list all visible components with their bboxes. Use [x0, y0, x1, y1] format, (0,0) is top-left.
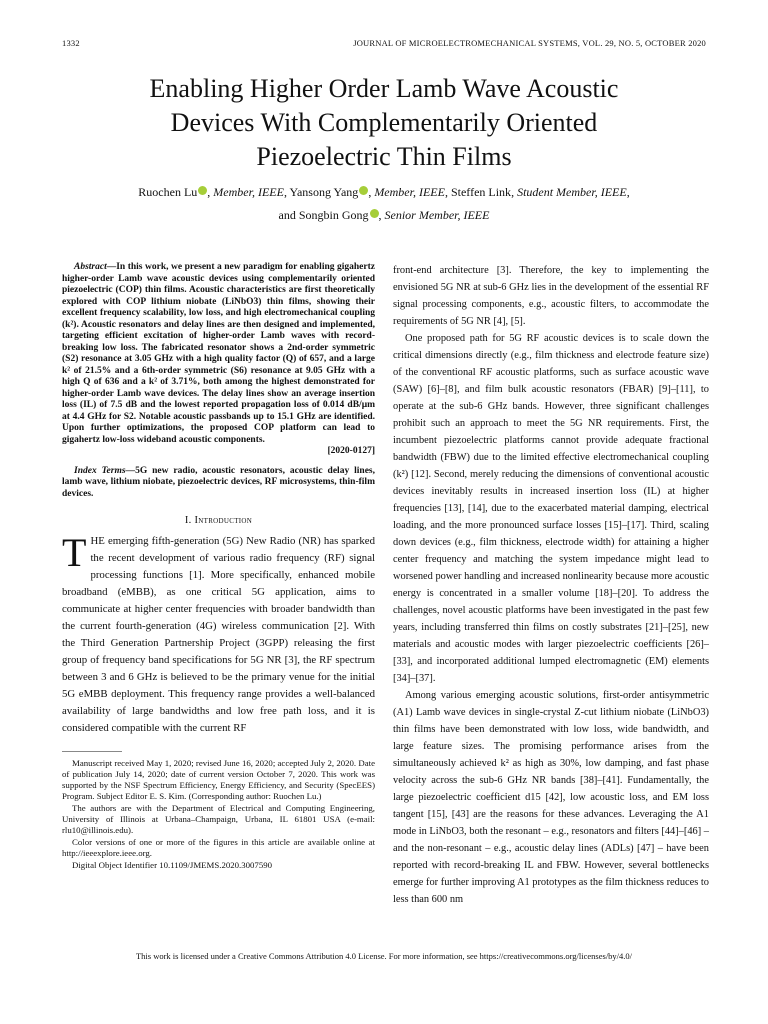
author-role: Senior Member, IEEE [384, 208, 490, 222]
body-paragraph: One proposed path for 5G RF acoustic devices is to scale down the critical dimensions directly (e.g., film thickness and electrode feature size) of the conventional RF acoustic platforms, such as surface acoustic wave (SAW) [6]–[8], and film bulk acoustic resonators (FBAR) [9]–[11], to operate at the sub-6 GHz bands. However, three significant challenges prohibit such an approach to meet the 5G NR requirements. First, the incumbent piezoelectric platforms cannot provide adequate fractional bandwidth (FBW) due to the limited effective electromechanical coupling (k²) [12]. Second, merely reducing the dimensions of conventional acoustic devices inevitably results in increased insertion loss (IL) at higher frequencies [13], [14], due to the exacerbated material damping, electrical loading, and the more pronounced surface losses [15]–[17]. Third, scaling down devices (e.g., film thickness, electrode width) for attaining a higher center frequency and matching the system impedance might lead to worsened power handling and increased nonlinearity because more acoustic energy is concentrated in a smaller volume [18]–[20]. To address the challenges, novel acoustic platforms have been investigated in the past few years, including transferred thin films on costly substrates [21]–[25], new materials and acoustic modes with larger piezoelectric coefficients [26]–[33], and incorporated additional lumped electromagnetic (EM) elements [34]–[37]. [393, 333, 709, 684]
index-terms [62, 466, 375, 501]
author-name: Steffen Link [450, 185, 512, 199]
page-number: 1332 [62, 38, 80, 48]
author-role: Member, IEEE [374, 185, 445, 199]
author-role: Student Member, IEEE [517, 185, 627, 199]
index-terms-body: 5G new radio, acoustic resonators, acoustic delay lines, lamb wave, lithium niobate, piezoelectric devices, RF microsystems, thin-film devices. [62, 465, 375, 499]
footnote-divider [62, 751, 122, 752]
paper-title [62, 72, 706, 174]
abstract-lead: Abstract— [74, 262, 117, 272]
title-line-1: Enabling Higher Order Lamb Wave Acoustic [149, 74, 619, 103]
license-notice: This work is licensed under a Creative Commons Attribution 4.0 License. For more information, see https://creativecommons.org/licenses/by/4.0/ [135, 951, 633, 961]
right-column [393, 262, 709, 908]
abstract-body: In this work, we present a new paradigm for enabling gigahertz higher-order Lamb wave acoustic devices using complementarily oriented piezoelectric (COP) thin films. Acoustic characteristics are first theoretically explored with COP lithium niobate (LiNbO3) thin films, showing their excellent frequency scalability, low loss, and high electromechanical coupling (k²). Acoustic resonators and delay lines are then designed and implemented, targeting efficient excitation of higher-order Lamb waves with record-breaking low loss. The fabricated resonator shows a 2nd-order symmetric (S2) resonance at 3.05 GHz with a high quality factor (Q) of 657, and a large k² of 21.5% and a 6th-order symmetric (S6) resonance at 9.05 GHz with a high Q of 636 and a k² of 3.71%, both among the highest demonstrated for higher-order Lamb wave devices. The delay lines show an average insertion loss (IL) of 7.5 dB and the lowest reported propagation loss of 0.014 dB/μm at 4.4 GHz for S2. Notable acoustic passbands up to 15.1 GHz are identified. Upon further optimizations, the proposed COP platform can lead to gigahertz low-loss wideband acoustic components. [62, 262, 375, 445]
body-paragraph: front-end architecture [3]. Therefore, the key to implementing the envisioned 5G NR at sub-6 GHz lies in the development of the essential RF signal processing components, e.g., acoustic filters, to accommodate the requirements of 5G NR [4], [5]. [393, 265, 709, 327]
orcid-icon[interactable] [370, 209, 379, 218]
index-terms-lead: Index Terms— [74, 465, 136, 476]
body-paragraph: Among various emerging acoustic solutions, first-order antisymmetric (A1) Lamb wave devices in single-crystal Z-cut lithium niobate (LiNbO3) thin films have been demonstrated with low loss, wide bandwidth, and large feature sizes. The promising performance arises from the simultaneously achieved k² as high as 30%, low damping, and fast phase velocity across the sub-6 GHz NR bands [38]–[41]. Fundamentally, the large piezoelectric coefficient d15 [42], low acoustic loss, and EM loss tangent [15], [43] are the reasons for these advances. Leveraging the A1 mode in LiNbO3, both the resonant – e.g., resonators and filters [44]–[46] – and the non-resonant – e.g., acoustic delay lines (ADLs) [47] – have been reported with record-breaking IL and FBW. However, several bottlenecks emerge for further improving A1 prototypes as the film thickness reduces to less than 600 nm [393, 690, 709, 905]
author-name: and Songbin Gong [278, 208, 369, 222]
title-line-3: Piezoelectric Thin Films [256, 142, 512, 171]
drop-cap: T [62, 530, 87, 576]
footnote-doi: Digital Object Identifier 10.1109/JMEMS.2020.3007590 [72, 860, 273, 871]
author-list: Ruochen Lu , Member, IEEE, Yansong Yang , Member, IEEE, Steffen Link, Student Member, IEEE, and Songbin Gong , Senior Member, IEEE [138, 185, 630, 222]
running-header [62, 38, 706, 52]
footnote-color: Color versions of one or more of the figures in this article are available online at http://ieeexplore.ieee.org. [62, 837, 375, 859]
title-line-2: Devices With Complementarily Oriented [170, 108, 598, 137]
intro-text: HE emerging fifth-generation (5G) New Radio (NR) has sparked the recent development of various radio frequency (RF) signal processing functions [1]. More specifically, enhanced mobile broadband (eMBB), as one critical 5G application, aims to communicate at higher center frequencies with broader bandwidth than the current fourth-generation (4G) wireless communication [2]. With the Third Generation Partnership Project (3GPP) releasing the first group of frequency band specifications for 5G NR [3], the RF spectrum between 3 and 6 GHz is believed to be the primary venue for the initial 5G eMBB deployment. This frequency range provides a well-balanced availability of large bandwidths and low free path loss, and it is considered compatible with the current RF [62, 535, 375, 735]
orcid-icon[interactable] [198, 186, 207, 195]
author-name: Ruochen Lu [138, 185, 198, 199]
orcid-icon[interactable] [359, 186, 368, 195]
footnote-manuscript: Manuscript received May 1, 2020; revised June 16, 2020; accepted July 2, 2020. Date of publication July 14, 2020; date of current version October 7, 2020. This work was supported by the NSF Spectrum Efficiency, Energy Efficiency, and Security (SpecEES) Program. Subject Editor E. S. Kim. (Corresponding author: Ruochen Lu.) [62, 758, 375, 802]
left-column [62, 262, 375, 871]
author-role: Member, IEEE [213, 185, 284, 199]
section-heading: I. Introduction [184, 515, 253, 526]
manuscript-code: [2020-0127] [327, 446, 375, 456]
intro-paragraph [62, 530, 375, 737]
abstract [62, 262, 375, 458]
journal-name: JOURNAL OF MICROELECTROMECHANICAL SYSTEMS, VOL. 29, NO. 5, OCTOBER 2020 [353, 38, 706, 48]
footnote-affiliation: The authors are with the Department of Electrical and Computing Engineering, University of Illinois at Urbana–Champaign, Urbana, IL 61801 USA (e-mail: rlu10@illinois.edu). [62, 803, 375, 836]
author-name: Yansong Yang [289, 185, 359, 199]
